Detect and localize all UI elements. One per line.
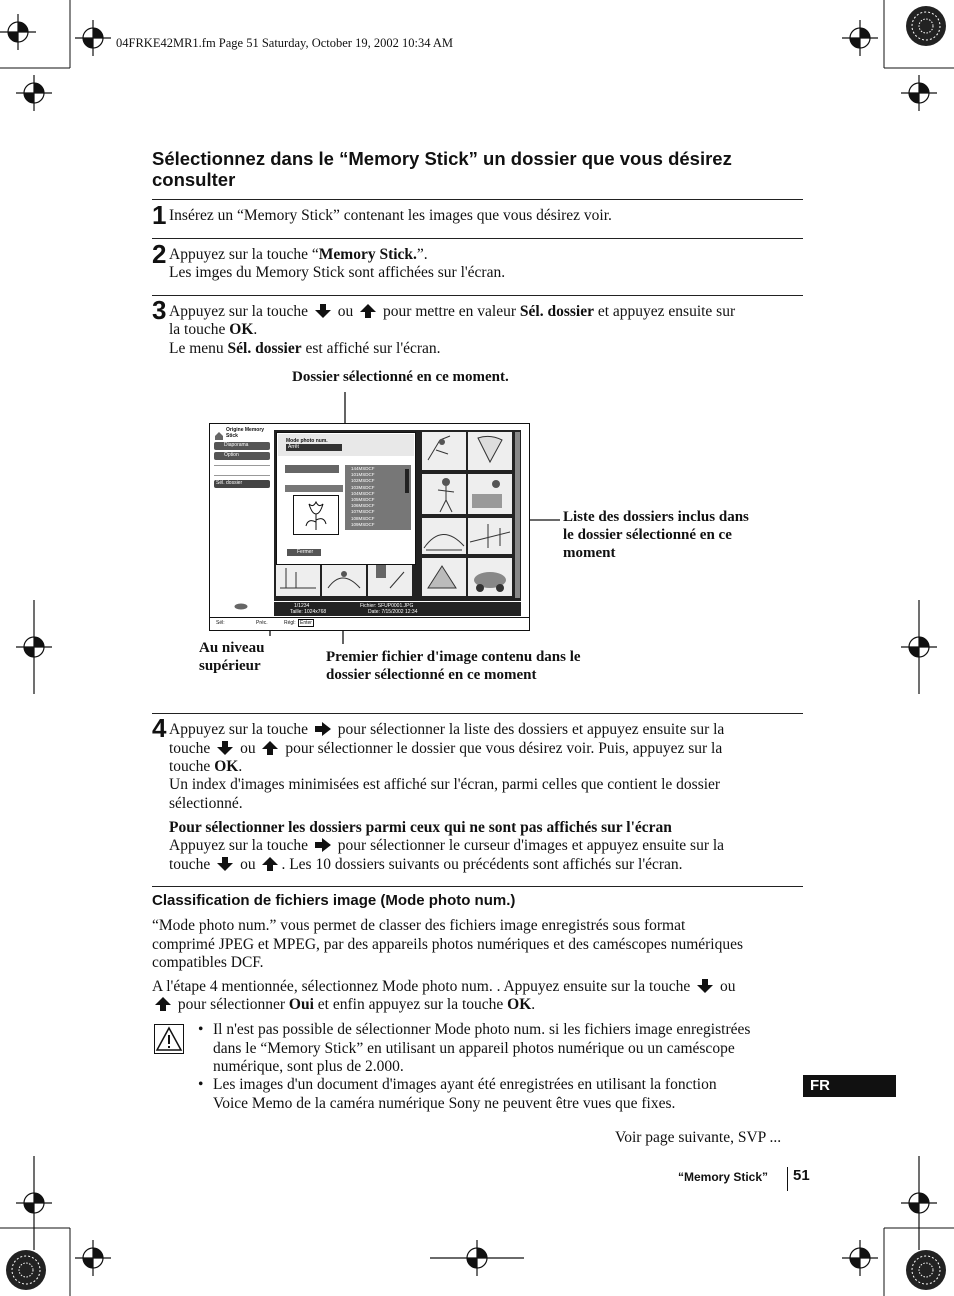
thumbnail[interactable] — [468, 474, 512, 514]
down-arrow-icon — [697, 979, 713, 993]
step-3-line-2: la touche OK. — [169, 321, 258, 338]
thumbnail[interactable] — [468, 558, 512, 596]
close-button[interactable]: Fermer — [287, 549, 321, 556]
classification-title: Classification de fichiers image (Mode photo num.) — [152, 892, 516, 909]
step-3-line-3: Le menu Sél. dossier est affiché sur l'écran. — [169, 340, 441, 357]
step-4-line-1: Appuyez sur la touche pour sélectionner la liste des dossiers et appuyez ensuite sur la — [169, 721, 725, 738]
nav-prev-hint: Préc. — [256, 620, 268, 626]
footer-section-name: “Memory Stick” — [678, 1170, 769, 1184]
thumbnail[interactable] — [422, 518, 466, 554]
next-page-note: Voir page suivante, SVP ... — [615, 1129, 782, 1146]
callout-current-folder: Dossier sélectionné en ce moment. — [292, 369, 509, 385]
step-4-line-2: touche ou pour sélectionner le dossier que vous désirez voir. Puis, appuyez sur la — [169, 740, 723, 757]
callout-folder-list: Liste des dossiers inclus dans le dossier sélectionné en ce moment — [563, 509, 749, 561]
tulip-image — [294, 496, 338, 534]
step-4-subtitle: Pour sélectionner les dossiers parmi ceux qui ne sont pas affichés sur l'écran — [169, 819, 672, 836]
upper-level-button[interactable] — [285, 485, 343, 492]
enter-key-icon: Enter — [300, 620, 312, 626]
classification-paragraph-2-line-1: A l'étape 4 mentionnée, sélectionnez Mode photo num. . Appuyez ensuite sur la touche ou — [152, 978, 736, 995]
section-title: Sélectionnez dans le “Memory Stick” un dossier que vous désirez consulter — [152, 148, 732, 190]
menu-item-option[interactable]: Option — [214, 452, 270, 460]
folder-list-items — [345, 465, 411, 528]
down-arrow-icon — [315, 304, 331, 318]
step-2-line-1: Appuyez sur la touche “Memory Stick.”. — [169, 246, 428, 263]
photo-mode-value[interactable]: Arrêt — [286, 444, 342, 451]
right-arrow-icon — [315, 838, 331, 852]
step-4-line-5: sélectionné. — [169, 795, 243, 812]
first-image-preview — [293, 495, 339, 535]
folder-item[interactable]: 108MSDCF — [351, 515, 375, 521]
menu-title: Origine Memory Stick — [226, 427, 265, 439]
folder-list[interactable] — [345, 465, 411, 530]
divider — [214, 475, 270, 476]
file-info-header: 04FRKE42MR1.fm Page 51 Saturday, October 19, 2002 10:34 AM — [116, 36, 454, 50]
menu-item-sel-dossier[interactable]: Sél. dossier — [214, 480, 270, 488]
up-arrow-icon — [262, 857, 278, 871]
divider — [214, 465, 270, 466]
status-bar — [274, 602, 521, 616]
folder-select-dialog — [276, 432, 416, 565]
nav-set-hint: Régl: — [284, 620, 296, 626]
step-1-text: Insérez un “Memory Stick” contenant les images que vous désirez voir. — [169, 207, 612, 224]
step-4-line-6: Appuyez sur la touche pour sélectionner le curseur d'images et appuyez ensuite sur la — [169, 837, 725, 854]
classification-paragraph-2-line-2: pour sélectionner Oui et enfin appuyez sur la touche OK. — [152, 996, 535, 1015]
up-arrow-icon — [155, 997, 171, 1011]
caution-bullet-1: Il n'est pas possible de sélectionner Mode photo num. si les fichiers image enregistrées dans le “Memory Stick” en utilisant un appareil photos numérique ou un caméscope numérique, sont plus de 2.000. — [213, 1021, 751, 1075]
photo-mode-label: Mode photo num. — [286, 438, 328, 444]
step-4-line-7: touche ou . Les 10 dossiers suivants ou précédents sont affichés sur l'écran. — [169, 856, 683, 873]
caution-icon — [154, 1024, 184, 1054]
divider — [210, 617, 529, 618]
thumbnail[interactable] — [422, 432, 466, 470]
folder-item[interactable]: 103MSDCF — [351, 484, 375, 490]
step-number: 2 — [152, 239, 167, 269]
up-arrow-icon — [360, 304, 376, 318]
thumbnail[interactable] — [468, 518, 512, 554]
step-number: 1 — [152, 200, 167, 230]
down-arrow-icon — [217, 857, 233, 871]
thumbnail[interactable] — [468, 432, 512, 470]
step-4-line-3: touche OK. — [169, 758, 243, 775]
folder-item[interactable]: 102MSDCF — [351, 478, 375, 484]
step-4-line-4: Un index d'images minimisées est affiché sur l'écran, parmi celles que contient le dossier — [169, 776, 721, 793]
folder-item[interactable]: 101MSDCF — [351, 472, 375, 478]
folder-item[interactable]: 144MSDCF — [351, 466, 375, 471]
file-name: Fichier: SFUP0001.JPG — [360, 603, 414, 609]
callout-first-image: Premier fichier d'image contenu dans le dossier sélectionné en ce moment — [326, 649, 581, 683]
page-number: 51 — [793, 1167, 810, 1184]
tv-screen-illustration — [209, 423, 530, 631]
divider — [152, 295, 803, 296]
folder-list-scrollbar[interactable] — [405, 469, 409, 493]
bullet-dot: • — [198, 1076, 204, 1093]
folder-item[interactable]: 104MSDCF — [351, 490, 375, 496]
file-date: Date: 7/15/2002 12:34 — [368, 609, 418, 615]
folder-item[interactable]: 106MSDCF — [351, 503, 375, 509]
down-arrow-icon — [217, 741, 233, 755]
classification-paragraph-1: “Mode photo num.” vous permet de classer des fichiers image enregistrés sous format comprimé JPEG et MPEG, par des appareils photos numériques et des caméscopes numériques compatibles DCF. — [152, 917, 744, 971]
step-number: 3 — [152, 295, 167, 325]
folder-item[interactable]: 109MSDCF — [351, 521, 375, 527]
thumbnail[interactable] — [422, 474, 466, 514]
divider — [152, 886, 803, 887]
image-count: 1/1234 — [294, 603, 310, 609]
caution-bullet-2: Les images d'un document d'images ayant été enregistrées en utilisant la fonction Voice Memo de la caméra numérique Sony ne peuvent être vues que fixes. — [213, 1076, 717, 1112]
scrollbar[interactable] — [515, 432, 520, 598]
bullet-dot: • — [198, 1021, 204, 1038]
thumbnail[interactable] — [422, 558, 466, 596]
step-3-line-1: Appuyez sur la touche ou pour mettre en valeur Sél. dossier et appuyez ensuite sur — [169, 303, 736, 320]
step-2-line-2: Les imges du Memory Stick sont affichées sur l'écran. — [169, 264, 506, 281]
divider — [787, 1167, 788, 1191]
divider — [152, 713, 803, 714]
language-tab: FR — [803, 1075, 896, 1097]
divider — [152, 238, 803, 239]
menu-item-diaporama[interactable]: Diaporama — [214, 442, 270, 450]
current-folder-field[interactable] — [285, 465, 339, 473]
nav-select-hint: Sél: — [216, 620, 225, 626]
folder-item[interactable]: 105MSDCF — [351, 497, 375, 503]
folder-item[interactable]: 107MSDCF — [351, 509, 375, 515]
memory-stick-icon — [234, 597, 248, 604]
callout-upper-level: Au niveau supérieur — [199, 640, 265, 674]
divider — [152, 199, 803, 200]
right-arrow-icon — [315, 722, 331, 736]
image-size: Taille: 1024x768 — [290, 609, 327, 615]
step-number: 4 — [152, 713, 167, 743]
up-arrow-icon — [262, 741, 278, 755]
